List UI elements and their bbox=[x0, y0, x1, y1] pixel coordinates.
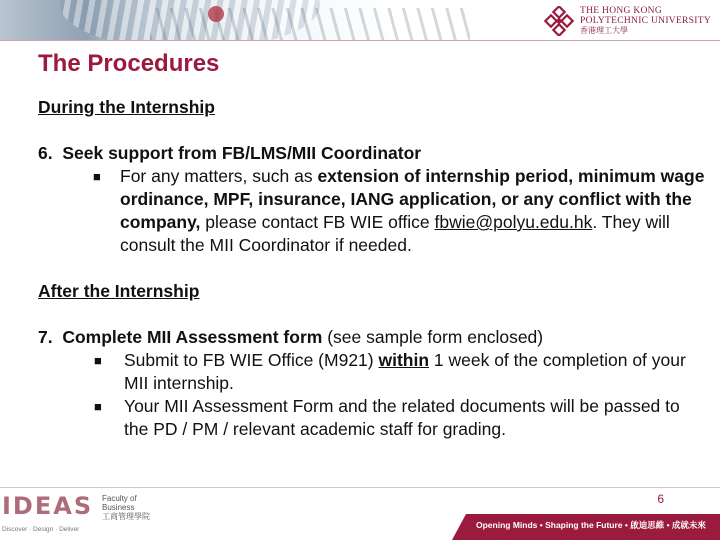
step-6-bullet bbox=[38, 165, 708, 257]
step-7-title-note: (see sample form enclosed) bbox=[322, 327, 544, 347]
step-7-bullet-1 bbox=[38, 349, 708, 395]
step-6-number: 6. bbox=[38, 143, 53, 163]
section-heading-after: After the Internship bbox=[38, 281, 200, 301]
page-title: The Procedures bbox=[38, 50, 220, 77]
faculty-name-line2: Business bbox=[102, 503, 135, 512]
step-7-title: Complete MII Assessment form bbox=[62, 327, 323, 347]
polyu-logo-icon bbox=[544, 6, 574, 36]
university-name-chinese: 香港理工大學 bbox=[580, 25, 628, 35]
header-banner bbox=[0, 0, 720, 40]
ideas-wordmark: IDEAS bbox=[2, 492, 94, 520]
step-6 bbox=[38, 142, 708, 165]
faculty-name bbox=[102, 494, 150, 521]
step-7-bullet-1-text-2: 1 week of the completion of your MII internship. bbox=[124, 350, 686, 393]
square-bullet-icon: ■ bbox=[94, 399, 102, 414]
university-name-line1: THE HONG KONG bbox=[580, 5, 663, 16]
footer-slogan-text: Opening Minds • Shaping the Future • 啟迪思維 • 成就未來 bbox=[476, 520, 706, 530]
step-7-number: 7. bbox=[38, 327, 53, 347]
step-6-bullet-text-3: . They will consult the MII Coordinator if needed. bbox=[120, 212, 670, 255]
fbwie-email-link[interactable]: fbwie@polyu.edu.hk bbox=[434, 212, 593, 232]
step-7 bbox=[38, 326, 708, 349]
faculty-ideas-logo bbox=[0, 492, 150, 538]
banner-sculpture-image bbox=[208, 6, 224, 22]
page-number: 6 bbox=[657, 492, 664, 506]
step-6-title: Seek support from FB/LMS/MII Coordinator bbox=[62, 143, 422, 163]
step-6-bullet-text-2: please contact FB WIE office bbox=[200, 212, 435, 232]
step-6-bullet-text-1: For any matters, such as bbox=[120, 166, 318, 186]
faculty-name-line1: Faculty of bbox=[102, 494, 137, 503]
university-name-line2: POLYTECHNIC UNIVERSITY bbox=[580, 15, 711, 26]
faculty-name-chinese: 工商管理學院 bbox=[102, 512, 150, 521]
step-7-bullet-2-text: Your MII Assessment Form and the related documents will be passed to the PD / PM / relevant academic staff for grading. bbox=[124, 396, 680, 439]
square-bullet-icon: ■ bbox=[93, 169, 101, 184]
step-7-bullet-1-emphasis: within bbox=[378, 350, 430, 370]
university-logo bbox=[544, 4, 712, 38]
title-divider bbox=[0, 40, 720, 41]
step-7-bullet-2 bbox=[38, 395, 708, 441]
footer-divider bbox=[0, 487, 720, 488]
section-heading-during: During the Internship bbox=[38, 97, 215, 117]
ideas-tagline: Discover · Design · Deliver bbox=[2, 526, 80, 533]
square-bullet-icon: ■ bbox=[94, 353, 102, 368]
step-7-bullet-1-text-1: Submit to FB WIE Office (M921) bbox=[124, 350, 379, 370]
banner-railing-image bbox=[150, 8, 470, 40]
slide-content bbox=[38, 96, 708, 441]
step-6-bullet-emphasis: extension of internship period, minimum wage ordinance, MPF, insurance, IANG application, or any conflict with the company, bbox=[120, 166, 705, 232]
